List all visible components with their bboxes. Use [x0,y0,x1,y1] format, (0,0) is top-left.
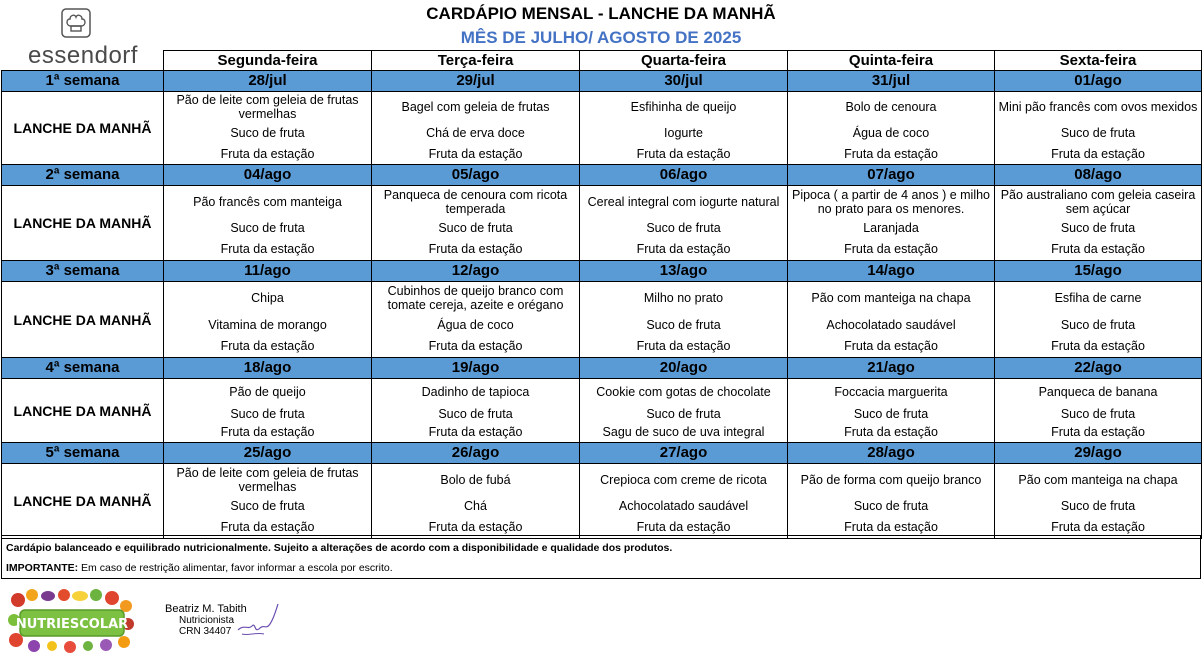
drink-item: Suco de fruta [230,220,305,235]
day-header-row [2,51,1202,71]
drink-item: Suco de fruta [1060,125,1136,140]
date-cell: 13/ago [580,261,788,282]
week-label: 1ª semana [2,71,164,92]
main-item: Pão com manteiga na chapa [1018,472,1178,487]
drink-item: Suco de fruta [1060,317,1136,332]
nutritionist-name: Beatriz M. Tabith [165,603,247,615]
side-item: Fruta da estação [1051,146,1145,161]
date-cell: 29/ago [995,443,1202,464]
week-row [2,358,1202,379]
week-row [2,261,1202,282]
meal-cell [788,379,995,443]
meal-cell [164,186,372,261]
main-item: Cubinhos de queijo branco com tomate cereja, azeite e orégano [387,284,564,312]
side-item: Fruta da estação [844,519,938,534]
date-cell: 29/jul [372,71,580,92]
main-item: Foccacia marguerita [834,385,948,399]
meal-cell [995,379,1202,443]
date-cell: 18/ago [164,358,372,379]
drink-item: Suco de fruta [230,498,305,513]
main-item: Pipoca ( a partir de 4 anos ) e milho no prato para os menores. [791,187,991,216]
menu-sheet [1,0,1201,579]
date-cell: 28/ago [788,443,995,464]
side-item: Fruta da estação [220,146,315,161]
drink-item: Suco de fruta [1060,220,1136,235]
meal-row [2,186,1202,261]
drink-item: Chá [464,498,487,513]
meal-cell [372,464,580,539]
meal-cell [164,92,372,165]
meal-row [2,379,1202,443]
meal-label: LANCHE DA MANHÃ [2,92,164,165]
page-title: CARDÁPIO MENSAL - LANCHE DA MANHÃ [426,4,776,23]
meal-cell [372,379,580,443]
important-label: IMPORTANTE: [6,562,79,574]
main-item: Cookie com gotas de chocolate [596,385,771,399]
meal-row [2,282,1202,358]
meal-cell [372,186,580,261]
date-cell: 22/ago [995,358,1202,379]
day-header: Segunda-feira [164,51,372,71]
side-item: Fruta da estação [1051,519,1145,534]
meal-cell [372,92,580,165]
meal-cell [580,464,788,539]
drink-item: Suco de fruta [1060,498,1136,513]
drink-item: Água de coco [437,317,514,332]
date-cell: 20/ago [580,358,788,379]
side-item: Fruta da estação [428,519,523,534]
side-item: Fruta da estação [1051,241,1145,256]
drink-item: Suco de fruta [646,220,721,235]
meal-cell [995,186,1202,261]
important-text: Em caso de restrição alimentar, favor informar a escola por escrito. [78,562,393,574]
side-item: Fruta da estação [428,241,523,256]
main-item: Esfihinha de queijo [630,100,737,114]
date-cell: 06/ago [580,165,788,186]
meal-label: LANCHE DA MANHÃ [2,282,164,358]
main-item: Chipa [251,291,284,305]
main-item: Crepioca com creme de ricota [600,472,767,487]
side-item: Fruta da estação [844,146,938,161]
date-cell: 14/ago [788,261,995,282]
main-item: Esfiha de carne [1054,291,1142,305]
date-cell: 27/ago [580,443,788,464]
meal-label: LANCHE DA MANHÃ [2,186,164,261]
date-cell: 05/ago [372,165,580,186]
meal-cell [580,186,788,261]
side-item: Fruta da estação [636,146,731,161]
side-item: Fruta da estação [844,241,938,256]
day-header: Quinta-feira [788,51,995,71]
side-item: Fruta da estação [428,338,523,353]
side-item: Sagu de suco de uva integral [602,425,765,439]
date-cell: 21/ago [788,358,995,379]
side-item: Fruta da estação [220,425,315,439]
day-header: Quarta-feira [580,51,788,71]
meal-cell [995,282,1202,358]
main-item: Pão de queijo [229,385,306,399]
main-item: Cereal integral com iogurte natural [587,194,780,209]
main-item: Pão com manteiga na chapa [811,291,971,305]
drink-item: Suco de fruta [646,317,721,332]
main-item: Mini pão francês com ovos mexidos [998,100,1198,114]
main-item: Pão francês com manteiga [193,194,342,209]
footer-notes [1,535,1201,579]
date-cell: 15/ago [995,261,1202,282]
meal-cell [372,282,580,358]
drink-item: Suco de fruta [853,498,929,513]
day-header: Sexta-feira [995,51,1202,71]
nutritionist-role: Nutricionista [179,615,235,626]
important-note [6,562,393,574]
menu-table [1,50,1202,539]
week-label: 3ª semana [2,261,164,282]
meal-cell [164,464,372,539]
drink-item: Suco de fruta [853,407,929,421]
main-item: Bolo de cenoura [845,100,937,114]
meal-row [2,464,1202,539]
drink-item: Vitamina de morango [208,317,327,332]
main-item: Milho no prato [643,291,724,305]
side-item: Fruta da estação [428,425,523,439]
meal-cell [164,379,372,443]
meal-label: LANCHE DA MANHÃ [2,464,164,539]
nutriescolar-logo-text: NUTRIESCOLAR [15,617,129,632]
page-subtitle: MÊS DE JULHO/ AGOSTO DE 2025 [460,28,742,47]
drink-item: Achocolatado saudável [618,498,749,513]
date-cell: 12/ago [372,261,580,282]
date-cell: 28/jul [164,71,372,92]
main-item: Bolo de fubá [440,472,511,487]
main-item: Pão de leite com geleia de frutas vermelhas [176,465,359,494]
week-label: 4ª semana [2,358,164,379]
date-cell: 04/ago [164,165,372,186]
date-cell: 19/ago [372,358,580,379]
drink-item: Suco de fruta [438,407,513,421]
main-item: Pão de leite com geleia de frutas vermelhas [176,93,359,121]
week-row [2,71,1202,92]
date-cell: 31/jul [788,71,995,92]
corner-cell [2,51,164,71]
drink-item: Suco de fruta [230,125,305,140]
drink-item: Suco de fruta [646,407,721,421]
week-label: 5ª semana [2,443,164,464]
meal-cell [788,92,995,165]
side-item: Fruta da estação [636,241,731,256]
side-item: Fruta da estação [1051,425,1145,439]
meal-cell [580,379,788,443]
side-item: Fruta da estação [220,519,315,534]
drink-item: Chá de erva doce [426,125,525,140]
date-cell: 08/ago [995,165,1202,186]
day-header: Terça-feira [372,51,580,71]
date-cell: 25/ago [164,443,372,464]
meal-label: LANCHE DA MANHÃ [2,379,164,443]
date-cell: 26/ago [372,443,580,464]
side-item: Fruta da estação [220,241,315,256]
date-cell: 30/jul [580,71,788,92]
meal-cell [164,282,372,358]
week-row [2,443,1202,464]
side-item: Fruta da estação [220,338,315,353]
meal-cell [995,464,1202,539]
date-cell: 11/ago [164,261,372,282]
meal-cell [788,464,995,539]
main-item: Panqueca de cenoura com ricota temperada [383,187,568,216]
side-item: Fruta da estação [636,338,731,353]
nutritionist-crn: CRN 34407 [179,626,232,637]
date-cell: 07/ago [788,165,995,186]
drink-item: Água de coco [852,125,930,140]
week-label: 2ª semana [2,165,164,186]
drink-item: Achocolatado saudável [826,317,956,332]
drink-item: Laranjada [863,220,919,235]
drink-item: Suco de fruta [438,220,513,235]
brand-name: essendorf [28,42,138,69]
meal-row [2,92,1202,165]
main-item: Bagel com geleia de frutas [401,100,550,114]
meal-cell [788,186,995,261]
week-row [2,165,1202,186]
main-item: Dadinho de tapioca [421,385,530,399]
side-item: Fruta da estação [844,338,938,353]
meal-cell [995,92,1202,165]
drink-item: Iogurte [664,125,703,140]
handwritten-signature [234,600,280,642]
meal-cell [580,92,788,165]
meal-cell [788,282,995,358]
meal-cell [580,282,788,358]
main-item: Pão de forma com queijo branco [800,472,982,487]
side-item: Fruta da estação [844,425,938,439]
drink-item: Suco de fruta [1060,407,1136,421]
side-item: Fruta da estação [1051,338,1145,353]
footer-note: Cardápio balanceado e equilibrado nutricionalmente. Sujeito a alterações de acordo com a disponibilidade e qualidade dos produtos. [6,542,673,554]
drink-item: Suco de fruta [230,407,305,421]
date-cell: 01/ago [995,71,1202,92]
side-item: Fruta da estação [428,146,523,161]
side-item: Fruta da estação [636,519,731,534]
nutriescolar-logo [6,586,136,654]
main-item: Panqueca de banana [1038,385,1158,399]
main-item: Pão australiano com geleia caseira sem açúcar [1000,187,1196,216]
